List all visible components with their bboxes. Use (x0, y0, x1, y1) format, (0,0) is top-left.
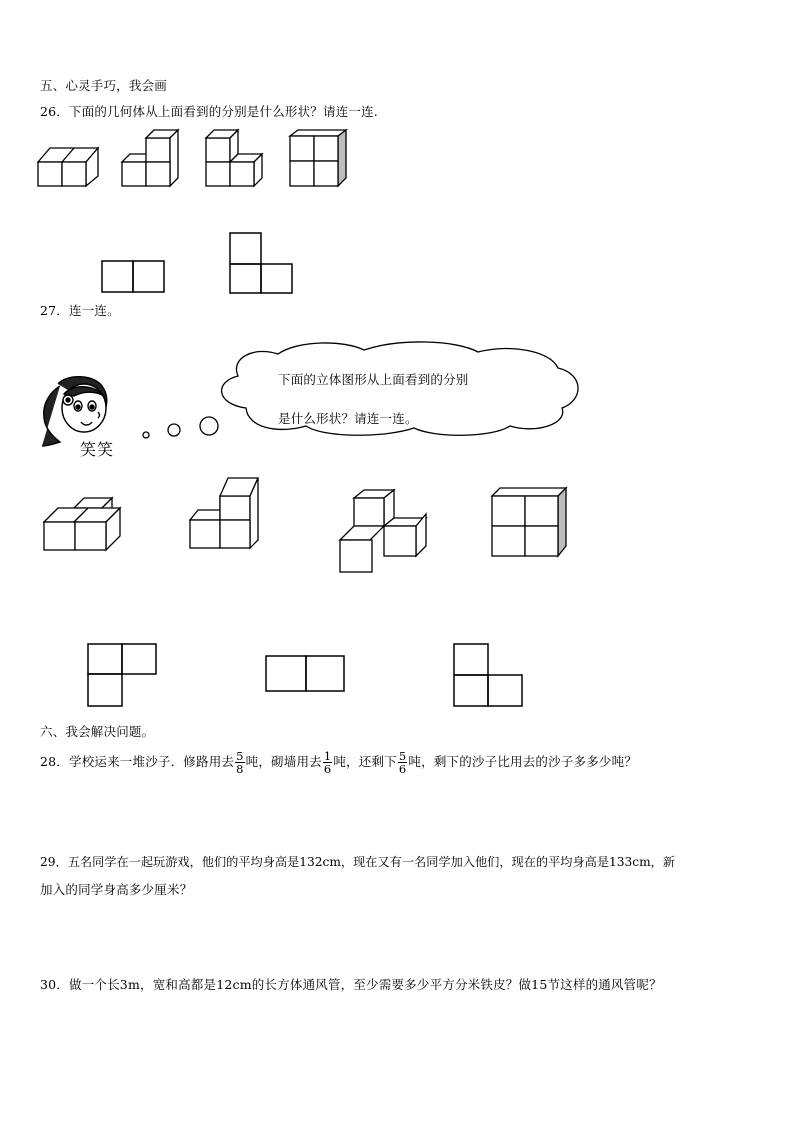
fraction-numerator: 5 (398, 749, 407, 763)
fraction-denominator: 6 (398, 762, 407, 776)
question-29-line-1: 29．五名同学在一起玩游戏，他们的平均身高是132cm，现在又有一名同学加入他们，现在的平均身高是133cm，新 (40, 855, 676, 869)
section-6-title: 六、我会解决问题。 (40, 724, 155, 739)
section-5-title: 五、心灵手巧，我会画 (40, 78, 168, 93)
q26-view-a (100, 259, 166, 295)
q27-solid-4 (490, 486, 570, 558)
fraction-5-6 (398, 750, 408, 775)
q26-solid-1 (36, 124, 102, 188)
q27-view-c (452, 642, 526, 708)
question-29-line-2: 加入的同学身高多少厘米？ (40, 882, 193, 897)
fraction-denominator: 8 (236, 762, 244, 776)
q27-solid-2 (186, 476, 266, 552)
q26-solid-2 (120, 128, 186, 190)
q28-part-1: 28．学校运来一堆沙子．修路用去 (40, 754, 235, 769)
girl-name-label: 笑笑 (80, 440, 115, 459)
question-30-text: 30．做一个长3m，宽和高都是12cm的长方体通风管，至少需要多少平方分米铁皮？做15节这样的通风管呢？ (40, 977, 662, 992)
q26-view-b (228, 231, 294, 295)
fraction-1-6 (323, 750, 333, 775)
fraction-numerator: 5 (236, 749, 244, 763)
fraction-5-8 (235, 750, 245, 775)
q28-part-3: 吨，还剩下 (333, 754, 397, 769)
bubble-line-2: 是什么形状？请连一连。 (278, 411, 418, 426)
q26-solid-4 (288, 128, 354, 190)
fraction-denominator: 6 (323, 762, 332, 776)
question-27-text: 27．连一连。 (40, 303, 120, 318)
q28-part-2: 吨，砌墙用去 (245, 754, 322, 769)
fraction-numerator: 1 (323, 749, 332, 763)
q27-view-b (264, 654, 348, 694)
question-26-text: 26．下面的几何体从上面看到的分别是什么形状？请连一连. (40, 104, 378, 119)
bubble-line-1: 下面的立体图形从上面看到的分别 (278, 372, 469, 387)
q27-view-a (86, 642, 160, 708)
q27-solid-1 (40, 494, 126, 554)
q26-solid-3 (204, 128, 270, 190)
q27-solid-3 (336, 488, 428, 574)
q28-part-4: 吨，剩下的沙子比用去的沙子多多少吨？ (408, 754, 638, 769)
question-28 (40, 744, 637, 780)
